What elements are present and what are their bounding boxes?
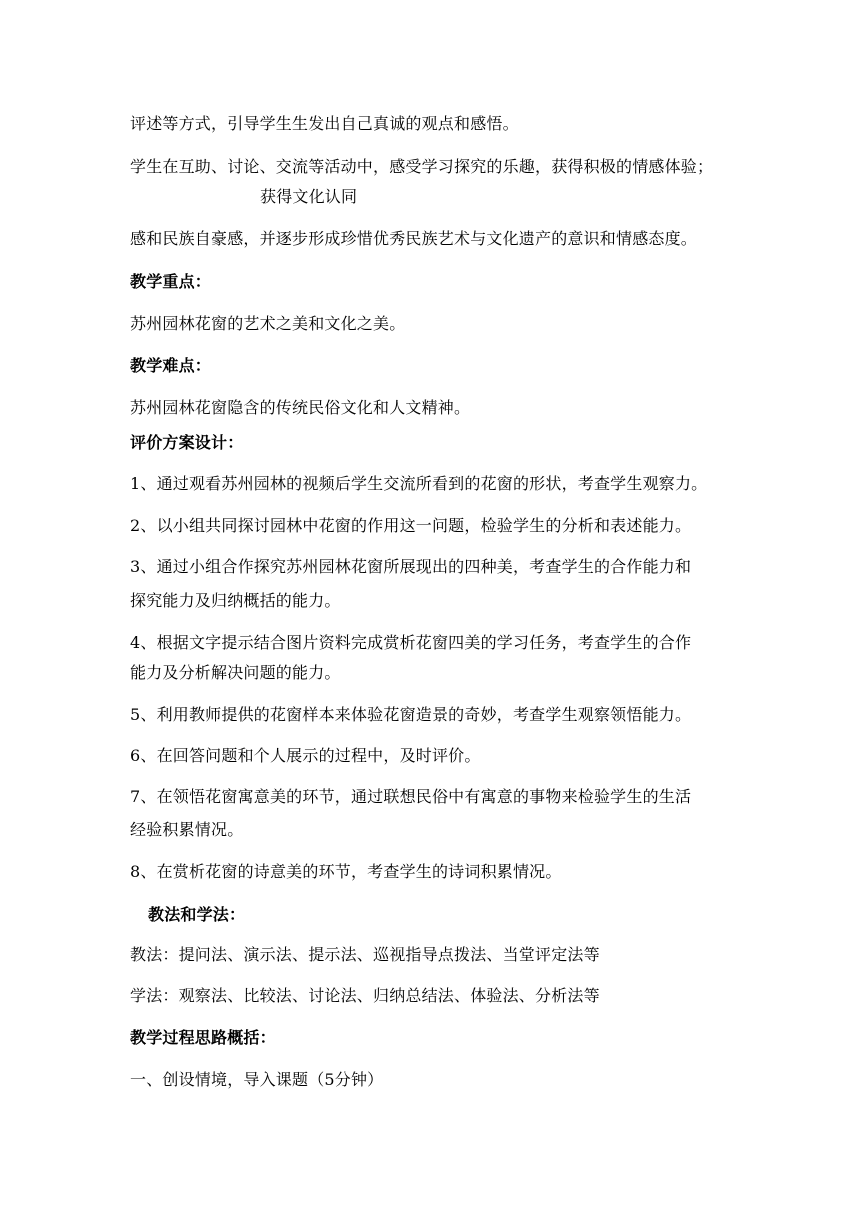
paragraph-line: 获得文化认同 bbox=[260, 187, 358, 206]
paragraph-line: 学法：观察法、比较法、讨论法、归纳总结法、体验法、分析法等 bbox=[130, 986, 600, 1005]
list-item: 4、根据文字提示结合图片资料完成赏析花窗四美的学习任务，考查学生的合作 bbox=[130, 633, 692, 652]
section-heading-difficulties: 教学难点： bbox=[130, 356, 212, 375]
list-item: 2、以小组共同探讨园林中花窗的作用这一问题，检验学生的分析和表述能力。 bbox=[130, 516, 692, 535]
section-heading-evaluation: 评价方案设计： bbox=[130, 433, 244, 452]
paragraph-line: 评述等方式，引导学生生发出自己真诚的观点和感悟。 bbox=[130, 114, 519, 133]
list-item: 6、在回答问题和个人展示的过程中，及时评价。 bbox=[130, 746, 481, 765]
section-heading-process: 教学过程思路概括： bbox=[130, 1028, 276, 1047]
paragraph-line: 苏州园林花窗隐含的传统民俗文化和人文精神。 bbox=[130, 398, 471, 417]
list-item: 7、在领悟花窗寓意美的环节，通过联想民俗中有寓意的事物来检验学生的生活 bbox=[130, 787, 692, 806]
paragraph-line: 学生在互助、讨论、交流等活动中，感受学习探究的乐趣，获得积极的情感体验； bbox=[130, 157, 714, 176]
section-heading-key-points: 教学重点： bbox=[130, 272, 212, 291]
list-item: 3、通过小组合作探究苏州园林花窗所展现出的四种美，考查学生的合作能力和 bbox=[130, 557, 692, 576]
paragraph-line: 一、创设情境，导入课题（5分钟） bbox=[130, 1070, 384, 1089]
list-item: 1、通过观看苏州园林的视频后学生交流所看到的花窗的形状，考查学生观察力。 bbox=[130, 474, 708, 493]
paragraph-line: 教法：提问法、演示法、提示法、巡视指导点拨法、当堂评定法等 bbox=[130, 945, 600, 964]
list-item: 5、利用教师提供的花窗样本来体验花窗造景的奇妙，考查学生观察领悟能力。 bbox=[130, 705, 692, 724]
list-item-continuation: 能力及分析解决问题的能力。 bbox=[130, 663, 341, 682]
list-item-continuation: 探究能力及归纳概括的能力。 bbox=[130, 591, 341, 610]
section-heading-methods: 教法和学法： bbox=[148, 905, 246, 924]
list-item-continuation: 经验积累情况。 bbox=[130, 820, 244, 839]
list-item: 8、在赏析花窗的诗意美的环节，考查学生的诗词积累情况。 bbox=[130, 862, 562, 881]
paragraph-line: 感和民族自豪感，并逐步形成珍惜优秀民族艺术与文化遗产的意识和情感态度。 bbox=[130, 229, 698, 248]
paragraph-line: 苏州园林花窗的艺术之美和文化之美。 bbox=[130, 314, 406, 333]
